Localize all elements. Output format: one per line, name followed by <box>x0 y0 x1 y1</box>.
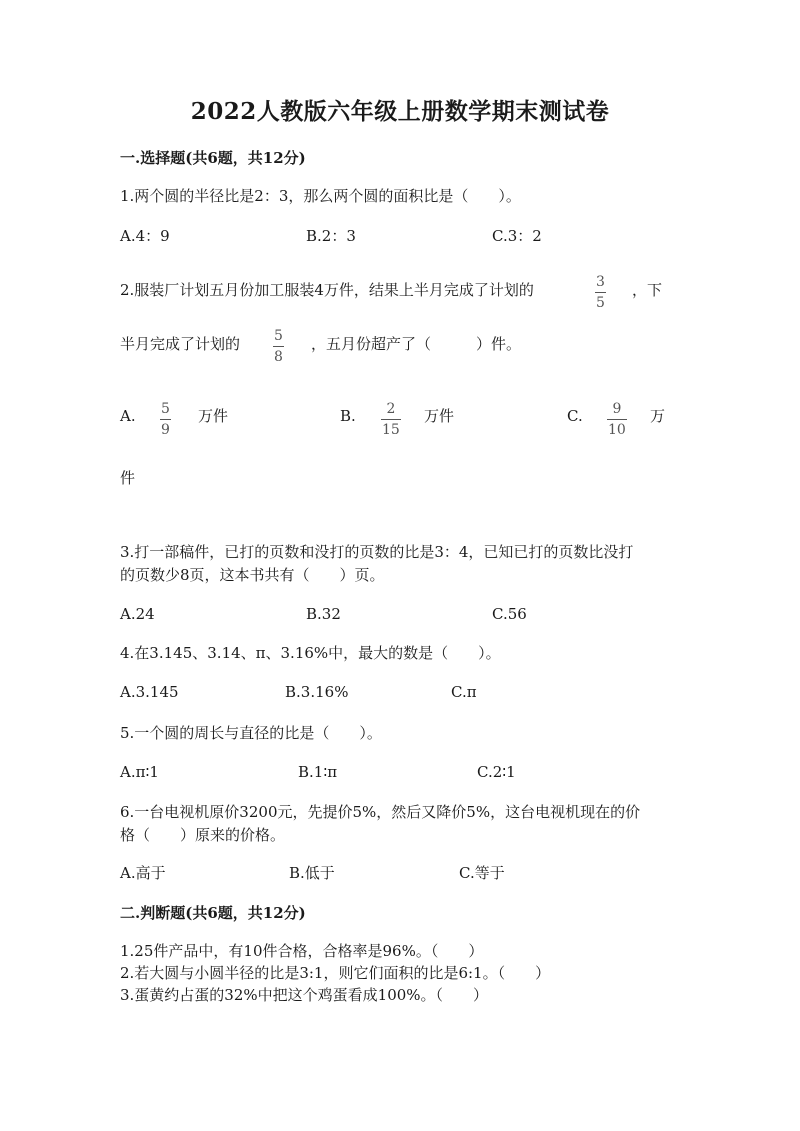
question-2-option-b-unit: 万件 <box>424 407 455 425</box>
question-6-line-2: 格（ ）原来的价格。 <box>120 826 286 844</box>
question-2-fraction-1 <box>595 275 606 310</box>
question-6-option-c: C.等于 <box>459 864 505 882</box>
question-1-option-b: B.2：3 <box>306 227 356 245</box>
question-1-option-c: C.3：2 <box>492 227 542 245</box>
judgement-item-2: 2.若大圆与小圆半径的比是3:1，则它们面积的比是6:1。（ ） <box>120 964 551 982</box>
fraction-denominator: 15 <box>382 422 400 438</box>
question-2-option-a-unit: 万件 <box>198 407 229 425</box>
fraction-bar <box>273 346 284 347</box>
fraction-numerator: 3 <box>596 274 605 290</box>
question-2-option-c-label: C. <box>567 407 583 425</box>
question-2-line-2-end: ，五月份超产了（ ）件。 <box>311 335 522 353</box>
question-4-text: 4.在3.145、3.14、π、3.16%中，最大的数是（ ）。 <box>120 644 501 662</box>
fraction-numerator: 5 <box>161 401 170 417</box>
question-2-option-c-fraction <box>607 402 627 437</box>
question-5-option-b: B.1∶π <box>298 763 338 781</box>
fraction-bar <box>381 419 401 420</box>
question-2-option-b-label: B. <box>340 407 356 425</box>
question-2-option-b-fraction <box>381 402 401 437</box>
fraction-numerator: 5 <box>274 328 283 344</box>
section-1-header: 一.选择题(共6题，共12分) <box>120 149 306 167</box>
question-3-option-b: B.32 <box>306 605 341 623</box>
question-2-option-c-unit: 万 <box>650 407 666 425</box>
judgement-item-3: 3.蛋黄约占蛋的32%中把这个鸡蛋看成100%。（ ） <box>120 986 489 1004</box>
fraction-denominator: 5 <box>596 295 605 311</box>
question-1-text: 1.两个圆的半径比是2：3，那么两个圆的面积比是（ ）。 <box>120 187 521 205</box>
question-2-line-2: 半月完成了计划的 <box>120 335 241 353</box>
question-3-option-a: A.24 <box>120 605 155 623</box>
fraction-denominator: 9 <box>161 422 170 438</box>
fraction-bar <box>160 419 171 420</box>
section-2-header: 二.判断题(共6题，共12分) <box>120 904 306 922</box>
page-title: 2022人教版六年级上册数学期末测试卷 <box>190 98 610 125</box>
fraction-numerator: 2 <box>386 401 396 417</box>
fraction-numerator: 9 <box>612 401 622 417</box>
question-2-fraction-2 <box>273 329 284 364</box>
question-4-option-a: A.3.145 <box>120 683 179 701</box>
question-4-option-c: C.π <box>451 683 477 701</box>
judgement-item-1: 1.25件产品中，有10件合格，合格率是96%。（ ） <box>120 942 484 960</box>
fraction-bar <box>607 419 627 420</box>
question-6-option-a: A.高于 <box>120 864 166 882</box>
question-4-option-b: B.3.16% <box>285 683 349 701</box>
question-2-option-a-fraction <box>160 402 171 437</box>
question-2-option-a-label: A. <box>120 407 136 425</box>
question-2-option-c-wrap: 件 <box>120 469 136 487</box>
question-5-option-a: A.π∶1 <box>120 763 159 781</box>
fraction-denominator: 10 <box>608 422 626 438</box>
question-3-line-1: 3.打一部稿件，已打的页数和没打的页数的比是3：4，已知已打的页数比没打 <box>120 543 634 561</box>
question-3-line-2: 的页数少8页，这本书共有（ ）页。 <box>120 566 385 584</box>
question-6-line-1: 6.一台电视机原价3200元，先提价5%，然后又降价5%，这台电视机现在的价 <box>120 803 641 821</box>
question-5-text: 5.一个圆的周长与直径的比是（ ）。 <box>120 724 382 742</box>
fraction-denominator: 8 <box>274 349 283 365</box>
question-2-line-1: 2.服装厂计划五月份加工服装4万件，结果上半月完成了计划的 <box>120 281 534 299</box>
question-1-option-a: A.4：9 <box>120 227 170 245</box>
question-2-line-1-end: ，下 <box>632 281 663 299</box>
question-5-option-c: C.2∶1 <box>477 763 516 781</box>
question-3-option-c: C.56 <box>492 605 527 623</box>
question-6-option-b: B.低于 <box>289 864 335 882</box>
fraction-bar <box>595 292 606 293</box>
